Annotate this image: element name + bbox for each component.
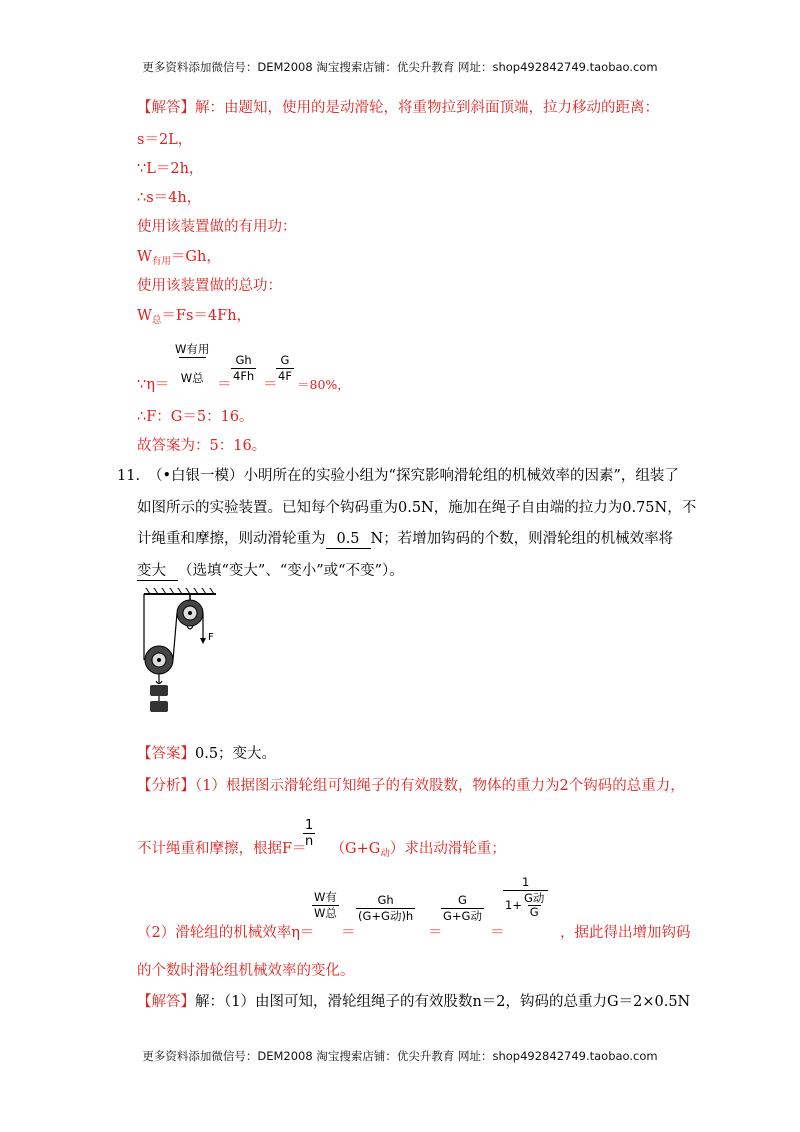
question-line-3 — [137, 530, 673, 549]
answer-tag: 【解答】 — [137, 100, 195, 116]
question-text: N；若增加钩码的个数，则滑轮组的机械效率将 — [370, 531, 674, 547]
w-subscript: 有用 — [151, 256, 171, 267]
solution-text: 解：（1）由图可知，滑轮组绳子的有效股数n＝2，钩码的总重力G＝2×0.5N — [195, 994, 691, 1010]
equals-sign: ＝ — [341, 925, 356, 941]
inner-denominator: G — [529, 905, 539, 919]
solution-line-5: 使用该装置做的有用功： — [137, 219, 297, 235]
fraction-gh-4fh — [231, 354, 256, 383]
pulley-figure — [140, 588, 220, 718]
answer-blank-2: 变大 — [137, 562, 178, 581]
answer-text: 0.5；变大。 — [195, 746, 277, 762]
weight-2 — [150, 701, 168, 712]
solution-line-7: 使用该装置做的总功： — [137, 278, 282, 294]
equation-text: ＝Fs＝4Fh， — [161, 308, 252, 324]
force-arrow — [200, 638, 206, 644]
fraction-gh-over — [356, 894, 415, 923]
solution-b-line — [137, 993, 690, 1011]
question-text: （选填“变大”、“变小”或“不变”）。 — [178, 563, 404, 579]
answer-tag: 【答案】 — [137, 746, 195, 762]
question-line-1: （•白银一模）小明所在的实验小组为“探究影响滑轮组的机械效率的因素”，组装了 — [148, 468, 679, 484]
inner-numerator: G动 — [523, 891, 545, 905]
equals-sign: ＝ — [217, 377, 232, 393]
w-subscript: 总 — [151, 315, 162, 326]
fraction-denominator: 4F — [278, 369, 292, 383]
page-footer: 更多资料添加微信号：DEM2008 淘宝搜索店铺：优尖升教育 网址：shop492842749.taobao.com — [142, 1049, 658, 1063]
question-line-2: 如图所示的实验装置。已知每个钩码重为0.5N，施加在绳子自由端的拉力为0.75N，不 — [137, 500, 697, 516]
fraction-denominator: 4Fh — [233, 369, 255, 383]
solution-line-10: ∴F：G＝5：16。 — [137, 409, 254, 425]
equals-sign: ＝ — [428, 925, 443, 941]
analysis-text: 不计绳重和摩擦，根据F＝ — [137, 841, 307, 857]
page-header: 更多资料添加微信号：DEM2008 淘宝搜索店铺：优尖升教育 网址：shop492842749.taobao.com — [142, 60, 658, 74]
w-symbol: W — [137, 308, 152, 324]
answer-line — [137, 745, 276, 763]
answer-blank-1: 0.5 — [326, 530, 371, 549]
analysis-line-3b: ，据此得出增加钩码 — [560, 925, 691, 941]
force-label: F — [208, 632, 214, 643]
equation-text: ＝Gh， — [170, 249, 221, 265]
solution-line-11: 故答案为：5：16。 — [137, 438, 267, 454]
subscript: 动 — [380, 848, 390, 859]
solution-line-2: s＝2L， — [137, 132, 193, 148]
weight-1 — [150, 685, 168, 696]
fraction-numerator: Gh — [235, 353, 252, 367]
eta-result: ＝80%， — [297, 377, 350, 392]
fraction-complex — [503, 876, 548, 919]
fraction-denominator: (G+G动)h — [358, 909, 414, 923]
solution-line-4: ∴s＝4h， — [137, 190, 202, 206]
w-symbol: W — [137, 249, 152, 265]
fraction-numerator: G — [280, 353, 290, 367]
solution-line-6 — [137, 248, 221, 271]
fraction-numerator: W有用 — [175, 342, 210, 356]
solution-line-1 — [137, 99, 659, 117]
solution-line-8 — [137, 307, 251, 330]
fraction-denominator: G+G动 — [443, 909, 482, 923]
fraction-numerator: 1 — [305, 818, 314, 833]
analysis-line-4: 的个数时滑轮组机械效率的变化。 — [137, 963, 355, 979]
fraction-g-over — [441, 894, 484, 923]
fraction-denominator: W总 — [179, 357, 206, 385]
question-text: 计绳重和摩擦，则动滑轮重为 — [137, 531, 326, 547]
answer-tag: 【解答】 — [137, 994, 195, 1010]
equals-sign: ＝ — [490, 925, 505, 941]
analysis-text: （1）根据图示滑轮组可知绳子的有效股数，物体的重力为2个钩码的总重力， — [195, 778, 685, 794]
fraction-denominator: W总 — [314, 906, 337, 920]
analysis-text: ）求出动滑轮重； — [389, 841, 506, 857]
inner-fraction — [522, 892, 546, 919]
fraction-numerator: G — [458, 893, 467, 907]
fraction-numerator: W有 — [314, 890, 337, 904]
one-plus: 1+ — [505, 898, 522, 912]
fraction-w-ratio-2 — [312, 891, 339, 920]
analysis-line-3a: （2）滑轮组的机械效率η＝ — [137, 925, 315, 941]
fraction-denominator — [503, 890, 548, 919]
solution-line-3: ∵L＝2h， — [137, 161, 204, 177]
fraction-w-ratio — [173, 343, 211, 385]
analysis-text: （G+G — [330, 841, 381, 857]
question-number: 11. — [117, 468, 141, 484]
fraction-denominator: n — [305, 834, 314, 849]
fraction-numerator: Gh — [377, 893, 394, 907]
solution-text: 解：由题知，使用的是动滑轮，将重物拉到斜面顶端，拉力移动的距离： — [195, 100, 659, 116]
analysis-line-1 — [137, 777, 685, 795]
analysis-line-2 — [137, 840, 506, 863]
fraction-one-over-n — [303, 819, 315, 848]
question-line-4 — [137, 562, 404, 581]
fraction-numerator: 1 — [522, 875, 530, 889]
fraction-g-4f — [276, 354, 294, 383]
eta-prefix: ∵η＝ — [137, 377, 170, 393]
ceiling-hatch — [144, 588, 216, 594]
equals-sign: ＝ — [263, 377, 278, 393]
analysis-tag: 【分析】 — [137, 778, 195, 794]
